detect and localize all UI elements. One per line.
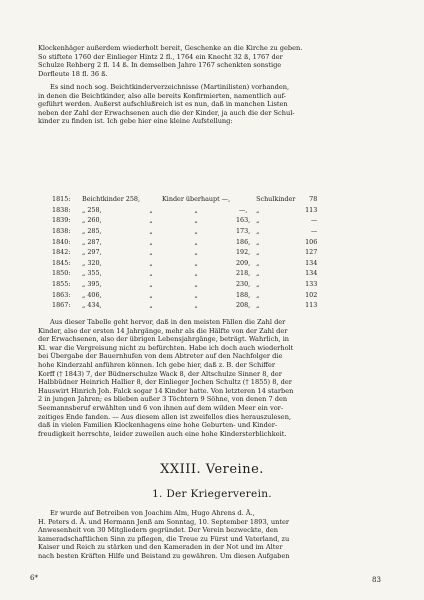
table-cell-a: „ 285, [82, 227, 102, 236]
text-line: Es sind noch sog. Beichtkinderverzeichnisse (Martinilisten) vorhanden, [50, 83, 290, 91]
table-cell-e: „ [256, 205, 260, 214]
table-cell-f: 113 [305, 301, 318, 310]
text-line: 2 in jungen Jahren; es blieben außer 3 Töchtern 9 Söhne, von denen 7 den [38, 395, 288, 404]
section-heading: 1. Der Kriegerverein. [152, 488, 272, 500]
table-row [52, 194, 317, 205]
table-cell-a: „ 287, [82, 237, 102, 246]
table-row [52, 205, 317, 216]
table-cell-e: „ [256, 227, 260, 236]
table-cell-e: „ [256, 290, 260, 299]
table-cell-f: 133 [305, 280, 318, 289]
text-line: neben der Zahl der Erwachsenen auch die der Kinder, ja auch die der Schul- [38, 108, 295, 117]
table-cell-a: „ 395, [82, 280, 102, 289]
table-cell-year: 1839: [52, 216, 71, 225]
table-cell-d: 218, [235, 269, 251, 278]
table-row [52, 300, 317, 311]
text-line: geführt werden. Außerst aufschlußreich ist es nun, daß in manchen Listen [38, 100, 288, 109]
table-cell-d: 208, [235, 301, 251, 310]
table-cell-year: 1838: [52, 205, 71, 214]
text-line: Korff († 1843) 7, der Büdnerschulze Wack 8, der Altschulze Sinner 8, der [38, 369, 282, 378]
text-line: Aus dieser Tabelle geht hervor, daß in den meisten Fällen die Zahl der [50, 318, 286, 326]
text-line: in denen die Beichtkinder, also alle bereits Konfirmierten, namentlich auf- [38, 91, 286, 100]
text-line: Kl. war die Vergreisung nicht zu befürchten. Habe ich doch auch wiederholt [38, 343, 294, 352]
paragraph-confession-lists [38, 83, 390, 126]
table-row [52, 236, 317, 247]
text-line: kinder zu finden ist. Ich gebe hier eine kleine Aufstellung: [38, 117, 233, 126]
table-cell-e: „ [256, 216, 260, 225]
text-line: hohe Kinderzahl anführen können. Ich gebe hier, daß z. B. der Schiffer [38, 360, 276, 369]
text-line: So stiftete 1760 der Einlieger Hintz 2 fl., 1764 ein Knecht 32 ß, 1767 der [38, 52, 283, 61]
text-line: Er wurde auf Betreiben von Joachim Alm, Hugo Ahrens d. Ä., [50, 509, 255, 517]
table-row [52, 258, 317, 269]
page-number: 83 [372, 576, 381, 584]
table-row [52, 268, 317, 279]
table-cell-e: „ [256, 301, 260, 310]
table-cell-b: „ [149, 216, 153, 225]
text-line: Kinder, also der ersten 14 Jahrgänge, mehr als die Hälfte von der Zahl der [38, 326, 288, 335]
text-line: Klockenhäger außerdem wiederholt bereit, Geschenke an die Kirche zu geben. [38, 44, 303, 52]
table-cell-e: „ [256, 248, 260, 257]
table-cell-c: „ [194, 237, 198, 246]
table-cell-c: „ [194, 301, 198, 310]
table-cell-b: „ [149, 227, 153, 236]
table-cell-c: „ [194, 205, 198, 214]
table-cell-d: 163, [235, 216, 251, 225]
table-cell-b: „ [149, 301, 153, 310]
table-cell-f: 113 [305, 205, 318, 214]
table-cell-d: 188, [235, 290, 251, 299]
table-cell-e: „ [256, 280, 260, 289]
table-cell-d: 173, [235, 227, 251, 236]
table-cell-year: 1845: [52, 258, 71, 267]
signature-mark: 6* [30, 574, 38, 582]
table-cell-a: „ 260, [82, 216, 102, 225]
text-line: Seemannsberuf erwählten und 6 von ihnen auf dem wilden Meer ein vor- [38, 403, 284, 412]
text-line: zeitiges Ende fanden. — Aus diesem allen ist zweifellos dies herauszulesen, [38, 412, 292, 421]
text-line: kameradschaftlichen Sinn zu pflegen, die Treue zu Fürst und Vaterland, zu [38, 534, 290, 543]
table-row [52, 279, 317, 290]
table-row [52, 215, 317, 226]
table-cell-e: „ [256, 258, 260, 267]
table-cell-e: Schulkinder [256, 195, 296, 204]
table-cell-b: „ [149, 280, 153, 289]
table-cell-a: „ 434, [82, 301, 102, 310]
chapter-heading: XXIII. Vereine. [160, 462, 264, 477]
table-cell-b: „ [149, 205, 153, 214]
table-cell-year: 1842: [52, 248, 71, 257]
table-cell-c: „ [194, 258, 198, 267]
table-cell-e: „ [256, 269, 260, 278]
text-line: daß in vielen Familien Klockenhagens eine hohe Geburten- und Kinder- [38, 421, 278, 430]
table-cell-a: „ 355, [82, 269, 102, 278]
table-cell-f: — [310, 227, 318, 236]
text-line: Anwesenheit von 30 Mitgliedern gegründet. Der Verein bezweckte, den [38, 526, 278, 535]
text-line: freudigkeit herrschte, leider zuweilen auch eine hohe Kindersterblichkeit. [38, 429, 287, 438]
table-cell-a: „ 297, [82, 248, 102, 257]
table-cell-d: 192, [235, 248, 251, 257]
table-cell-b: „ [149, 237, 153, 246]
table-cell-c: Kinder überhaupt —, [162, 195, 231, 204]
table-row [52, 247, 317, 258]
table-cell-c: „ [194, 227, 198, 236]
table-cell-d: 209, [235, 258, 251, 267]
paragraph-donations [38, 44, 390, 78]
table-cell-year: 1867: [52, 301, 71, 310]
table-cell-c: „ [194, 280, 198, 289]
table-cell-c: „ [194, 290, 198, 299]
text-line: bei Übergabe der Bauernhufen von dem Abtreter auf den Nachfolger die [38, 352, 283, 361]
table-cell-d: 230, [235, 280, 251, 289]
table-cell-e: „ [256, 237, 260, 246]
table-cell-b: „ [149, 290, 153, 299]
table-cell-c: „ [194, 248, 198, 257]
table-cell-c: „ [194, 216, 198, 225]
table-cell-year: 1850: [52, 269, 71, 278]
table-cell-a: Beichtkinder 258, [82, 195, 141, 204]
table-cell-year: 1840: [52, 237, 71, 246]
text-line: Hauswirt Hinrich Joh. Falck sogar 14 Kinder hatte. Von letzteren 14 starben [38, 386, 294, 395]
table-cell-year: 1863: [52, 290, 71, 299]
table-row [52, 289, 317, 300]
text-line: Dorfleute 18 fl. 36 ß. [38, 69, 108, 78]
text-line: Halbbüdner Heinrich Hallier 8, der Einlieger Jochen Schultz († 1855) 8, der [38, 378, 292, 387]
text-line: der Erwachsenen, also der übrigen Lebensjahrgänge, beträgt. Wahrlich, in [38, 335, 290, 344]
table-cell-f: 102 [305, 290, 318, 299]
table-cell-f: 78 [309, 195, 318, 204]
text-line: H. Peters d. Ä. und Hermann Jenß am Sonntag, 10. September 1893, unter [38, 517, 290, 526]
table-cell-f: 106 [305, 237, 318, 246]
table-row [52, 226, 317, 237]
text-line: Kaiser und Reich zu stärken und den Kameraden in der Not und im Alter [38, 543, 283, 552]
table-cell-a: „ 258, [82, 205, 102, 214]
table-cell-year: 1815: [52, 195, 71, 204]
table-cell-f: 127 [305, 248, 318, 257]
table-cell-f: 134 [305, 258, 318, 267]
children-statistics-table [52, 194, 317, 311]
table-cell-a: „ 406, [82, 290, 102, 299]
table-cell-b: „ [149, 258, 153, 267]
table-cell-d: —, [238, 205, 248, 214]
table-cell-d: 186, [235, 237, 251, 246]
table-cell-d [230, 194, 256, 205]
table-cell-year: 1855: [52, 280, 71, 289]
paragraph-warriors-club [38, 509, 390, 561]
table-cell-f: — [310, 216, 318, 225]
table-cell-b: „ [149, 248, 153, 257]
text-line: nach besten Kräften Hilfe und Beistand zu gewähren. Um diesen Aufgaben [38, 551, 290, 560]
table-cell-f: 134 [305, 269, 318, 278]
table-cell-b: „ [149, 269, 153, 278]
table-cell-b [140, 194, 162, 205]
table-cell-year: 1838: [52, 227, 71, 236]
table-cell-a: „ 320, [82, 258, 102, 267]
table-cell-c: „ [194, 269, 198, 278]
text-line: Schulze Rehberg 2 fl. 14 ß. In demselben Jahre 1767 schenkten sonstige [38, 61, 282, 70]
paragraph-table-analysis [38, 318, 390, 438]
